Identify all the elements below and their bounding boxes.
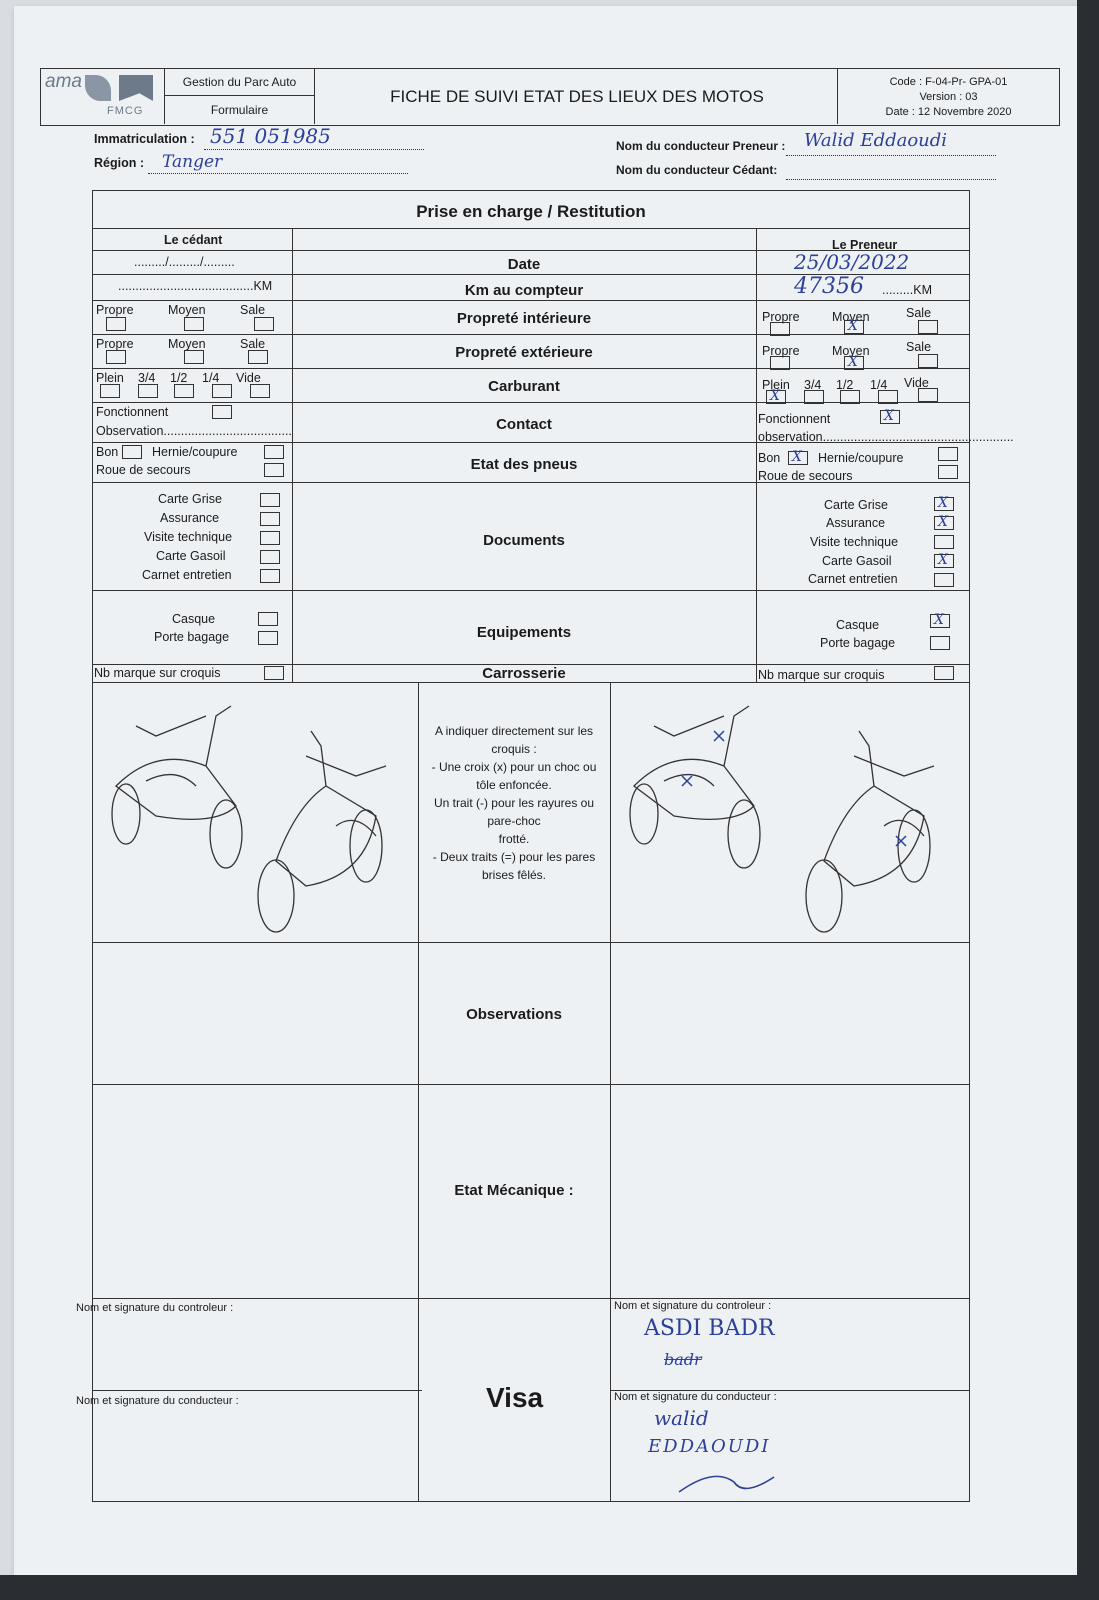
c-int-sale: Sale <box>240 303 266 317</box>
c-bon-box[interactable] <box>122 445 142 459</box>
doc-type-label: Formulaire <box>165 96 315 124</box>
doc-code: Code : F-04-Pr- GPA-01 <box>889 76 1008 88</box>
dept-label: Gestion du Parc Auto <box>165 69 315 96</box>
c-roue: Roue de secours <box>96 463 191 477</box>
p-hernie-box[interactable] <box>938 447 958 461</box>
visa-label: Visa <box>486 1382 544 1413</box>
p-roue: Roue de secours <box>758 469 853 483</box>
c-porte-bagage: Porte bagage <box>154 630 230 644</box>
p-ext-moyen: Moyen <box>832 344 870 358</box>
p-doc-carte-grise: Carte Grise <box>824 498 888 512</box>
row-prop-int: Propreté intérieure <box>456 310 592 327</box>
immat-label: Immatriculation : <box>94 132 195 146</box>
note-line: frotté. <box>498 832 530 846</box>
c-hernie: Hernie/coupure <box>152 445 238 459</box>
p-int-propre-box[interactable] <box>770 322 790 336</box>
c-sig-conducteur[interactable]: Nom et signature du conducteur : <box>76 1395 239 1407</box>
c-ext-sale: Sale <box>240 337 266 351</box>
p-casque: Casque <box>836 618 880 632</box>
row-contact: Contact <box>496 416 552 433</box>
p-doc-assurance: Assurance <box>826 516 886 530</box>
c-fonctionnent-box[interactable] <box>212 405 232 419</box>
preneur-km-suffix: .........KM <box>882 283 933 297</box>
conducteur-signature <box>674 1462 784 1502</box>
c-doc-assurance: Assurance <box>160 511 220 525</box>
background-edge-right <box>1077 0 1099 1600</box>
croquis-instructions <box>420 722 608 884</box>
p-casque-box[interactable] <box>930 614 950 628</box>
p-14: 1/4 <box>870 378 888 392</box>
p-int-propre: Propre <box>762 310 800 324</box>
background-edge-bottom <box>0 1575 1099 1600</box>
c-int-moyen: Moyen <box>168 303 206 317</box>
c-doc-visite: Visite technique <box>144 530 233 544</box>
p-34-box[interactable] <box>804 390 824 404</box>
cedant-km[interactable]: .......................................KM <box>118 279 273 293</box>
region-label: Région : <box>94 156 144 170</box>
p-doc-gasoil-box[interactable] <box>934 554 954 568</box>
p-int-moyen: Moyen <box>832 310 870 324</box>
form-sheet <box>14 6 1078 1594</box>
c-roue-box[interactable] <box>264 463 284 477</box>
c-12: 1/2 <box>170 371 188 385</box>
c-ext-moyen: Moyen <box>168 337 206 351</box>
p-14-box[interactable] <box>878 390 898 404</box>
p-int-moyen-box[interactable] <box>844 320 864 334</box>
c-int-moyen-box[interactable] <box>184 317 204 331</box>
c-fonctionnent: Fonctionnent <box>96 405 169 419</box>
p-hernie: Hernie/coupure <box>818 451 904 465</box>
p-doc-visite-box[interactable] <box>934 535 954 549</box>
c-vide: Vide <box>236 371 261 385</box>
p-doc-gasoil: Carte Gasoil <box>822 554 892 568</box>
p-34: 3/4 <box>804 378 822 392</box>
immat-value: 551 051985 <box>210 124 331 148</box>
row-equipements: Equipements <box>476 624 572 641</box>
c-doc-visite-box[interactable] <box>260 531 280 545</box>
c-casque: Casque <box>172 612 216 626</box>
c-sig-controleur[interactable]: Nom et signature du controleur : <box>76 1302 234 1314</box>
table-title: Prise en charge / Restitution <box>416 202 646 221</box>
c-int-propre: Propre <box>96 303 134 317</box>
p-doc-carnet: Carnet entretien <box>808 572 898 586</box>
p-fonctionnent: Fonctionnent <box>758 412 831 426</box>
doc-date: Date : 12 Novembre 2020 <box>885 106 1012 118</box>
c-14-box[interactable] <box>212 384 232 398</box>
form-title: FICHE DE SUIVI ETAT DES LIEUX DES MOTOS <box>390 87 764 106</box>
p-sig-conducteur[interactable]: Nom et signature du conducteur : <box>614 1391 777 1403</box>
note-line: croquis : <box>491 742 537 756</box>
c-bon: Bon <box>96 445 119 459</box>
c-ext-moyen-box[interactable] <box>184 350 204 364</box>
c-plein-box[interactable] <box>100 384 120 398</box>
note-line: pare-choc <box>487 814 541 828</box>
p-fonctionnent-box[interactable] <box>880 410 900 424</box>
p-vide-box[interactable] <box>918 388 938 402</box>
preneur-date[interactable]: 25/03/2022 <box>794 250 910 274</box>
p-plein: Plein <box>762 378 790 392</box>
note-line: tôle enfoncée. <box>476 778 552 792</box>
preneur-header: Le Preneur <box>832 238 898 252</box>
c-doc-carte-grise: Carte Grise <box>158 492 222 506</box>
conducteur-name: walid <box>654 1406 709 1430</box>
note-line: - Deux traits (=) pour les pares <box>432 850 596 864</box>
p-doc-assurance-box[interactable] <box>934 516 954 530</box>
p-vide: Vide <box>904 376 929 390</box>
c-doc-gasoil-box[interactable] <box>260 550 280 564</box>
scooter-sketch-preneur[interactable] <box>614 686 966 938</box>
note-line: Un trait (-) pour les rayures ou <box>433 796 595 810</box>
p-nb-marque-box[interactable] <box>934 666 954 680</box>
p-int-sale: Sale <box>906 306 932 320</box>
p-bon-box[interactable] <box>788 451 808 465</box>
c-34-box[interactable] <box>138 384 158 398</box>
p-nb-marque: Nb marque sur croquis <box>758 668 885 682</box>
row-carrosserie: Carrosserie <box>482 665 566 682</box>
p-ext-sale: Sale <box>906 340 932 354</box>
c-int-sale-box[interactable] <box>254 317 274 331</box>
c-hernie-box[interactable] <box>264 445 284 459</box>
preneur-km[interactable]: 47356 <box>794 274 864 299</box>
cedant-date[interactable]: ........./........./......... <box>134 255 235 269</box>
controleur-signature: badr <box>664 1350 702 1369</box>
c-doc-carnet: Carnet entretien <box>142 568 232 582</box>
c-vide-box[interactable] <box>250 384 270 398</box>
flag-icon <box>119 75 153 101</box>
p-roue-box[interactable] <box>938 465 958 479</box>
c-14: 1/4 <box>202 371 220 385</box>
p-12-box[interactable] <box>840 390 860 404</box>
p-doc-carte-grise-box[interactable] <box>934 497 954 511</box>
note-line: - Une croix (x) pour un choc ou <box>431 760 597 774</box>
c-doc-carnet-box[interactable] <box>260 569 280 583</box>
p-ext-sale-box[interactable] <box>918 354 938 368</box>
doc-code-block <box>837 69 1059 124</box>
scooter-sketch-cedant[interactable] <box>96 686 414 938</box>
p-ext-moyen-box[interactable] <box>844 356 864 370</box>
leaf-icon <box>85 75 111 101</box>
company-logo <box>41 69 165 124</box>
p-ext-propre: Propre <box>762 344 800 358</box>
preneur-label: Nom du conducteur Preneur : <box>616 139 786 153</box>
cedant-label: Nom du conducteur Cédant: <box>616 163 778 177</box>
row-mecanique: Etat Mécanique : <box>454 1182 574 1199</box>
c-int-propre-box[interactable] <box>106 317 126 331</box>
cedant-line <box>786 168 996 180</box>
p-doc-visite: Visite technique <box>810 535 899 549</box>
c-12-box[interactable] <box>174 384 194 398</box>
row-documents: Documents <box>483 532 565 549</box>
c-doc-assurance-box[interactable] <box>260 512 280 526</box>
row-carburant: Carburant <box>488 378 560 395</box>
c-ext-propre-box[interactable] <box>106 350 126 364</box>
logo-brand: FMCG <box>107 105 144 117</box>
logo-text: ama <box>45 71 82 92</box>
note-line: brises fêlés. <box>481 868 547 882</box>
row-km: Km au compteur <box>464 282 584 299</box>
c-nb-marque-box[interactable] <box>264 666 284 680</box>
p-sig-controleur[interactable]: Nom et signature du controleur : <box>614 1300 772 1312</box>
c-casque-box[interactable] <box>258 612 278 626</box>
p-observation[interactable]: observation....................................................... <box>758 430 1014 444</box>
c-doc-carte-grise-box[interactable] <box>260 493 280 507</box>
p-porte-bagage: Porte bagage <box>820 636 896 650</box>
note-line: A indiquer directement sur les <box>434 724 594 738</box>
c-plein: Plein <box>96 371 124 385</box>
p-int-sale-box[interactable] <box>918 320 938 334</box>
row-prop-ext: Propreté extérieure <box>455 344 593 361</box>
p-porte-bagage-box[interactable] <box>930 636 950 650</box>
p-doc-carnet-box[interactable] <box>934 573 954 587</box>
row-date: Date <box>507 256 541 273</box>
doc-version: Version : 03 <box>919 91 978 103</box>
preneur-value: Walid Eddaoudi <box>804 130 948 151</box>
row-pneus: Etat des pneus <box>470 456 578 473</box>
region-value: Tanger <box>162 152 223 172</box>
conducteur-name2: EDDAOUDI <box>648 1436 771 1457</box>
p-ext-propre-box[interactable] <box>770 356 790 370</box>
c-observation[interactable]: Observation..................................... <box>96 424 292 438</box>
c-nb-marque: Nb marque sur croquis <box>94 666 221 680</box>
p-bon: Bon <box>758 451 781 465</box>
c-doc-gasoil: Carte Gasoil <box>156 549 226 563</box>
p-plein-box[interactable] <box>766 390 786 404</box>
c-34: 3/4 <box>138 371 156 385</box>
c-porte-bagage-box[interactable] <box>258 631 278 645</box>
controleur-name: ASDI BADR <box>644 1316 775 1341</box>
form-header <box>40 68 1060 126</box>
row-observations: Observations <box>466 1006 562 1023</box>
p-12: 1/2 <box>836 378 854 392</box>
c-ext-sale-box[interactable] <box>248 350 268 364</box>
cedant-header: Le cédant <box>164 233 223 247</box>
c-ext-propre: Propre <box>96 337 134 351</box>
